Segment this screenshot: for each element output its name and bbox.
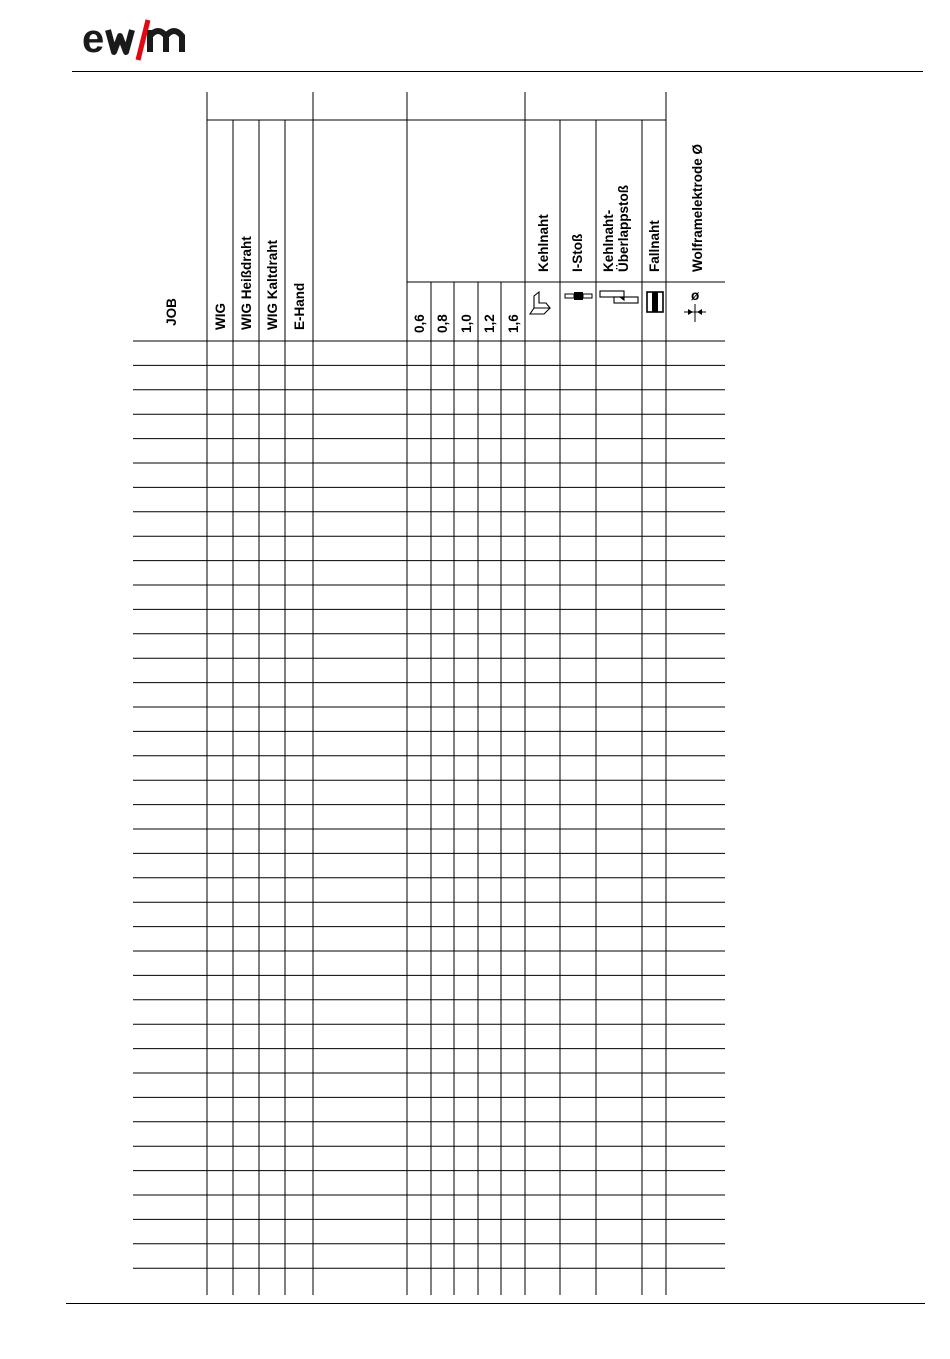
table-grid xyxy=(133,92,725,1295)
header-process-wig-kaltdraht: WIG Kaltdraht xyxy=(265,240,280,330)
electrode-diameter-symbol: ø xyxy=(691,288,700,303)
header-joint-kehlnaht-line1: Kehlnaht- xyxy=(601,209,616,272)
header-diameter-1-0: 1,0 xyxy=(459,314,474,333)
header-joint-kehlnaht: Kehlnaht xyxy=(536,214,551,272)
header-joint-kehlnaht-line2: Überlappstoß xyxy=(616,184,631,272)
header-process-wig-heissdraht: WIG Heißdraht xyxy=(239,236,254,330)
lap-joint-icon xyxy=(600,291,638,303)
vertical-down-icon xyxy=(647,292,663,312)
butt-joint-icon xyxy=(565,292,592,300)
header-diameter-1-2: 1,2 xyxy=(482,314,497,333)
header-joint-fallnaht: Fallnaht xyxy=(647,220,662,272)
header-electrode: Wolframelektrode Ø xyxy=(690,143,705,272)
fillet-weld-icon xyxy=(530,292,550,314)
header-diameter-0-6: 0,6 xyxy=(412,314,427,333)
header-diameter-1-6: 1,6 xyxy=(506,314,521,333)
header-job: JOB xyxy=(164,298,179,326)
header-process-e-hand: E-Hand xyxy=(292,282,307,330)
header-joint-i-stoss: I-Stoß xyxy=(570,233,585,272)
electrode-diameter-icon xyxy=(684,288,706,322)
header-process-wig: WIG xyxy=(213,303,228,330)
ewm-logo-e: e xyxy=(82,17,105,61)
header-diameter-0-8: 0,8 xyxy=(435,314,450,333)
